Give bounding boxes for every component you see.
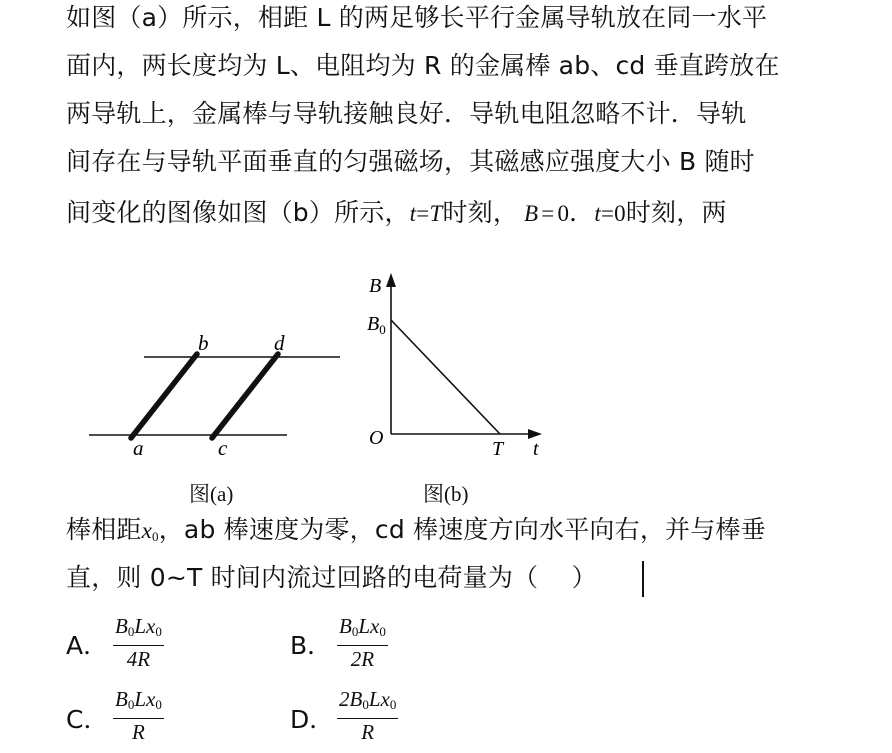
question-line-4: 间存在与导轨平面垂直的匀强磁场，其磁感应强度大小 B 随时 xyxy=(66,147,755,176)
label-c: c xyxy=(218,436,228,460)
num-sub: 0 xyxy=(389,697,397,712)
num-sub: 0 xyxy=(362,697,369,712)
num-B: B xyxy=(115,614,128,638)
math-zero: 0 xyxy=(614,201,626,226)
num-B: 2B xyxy=(339,687,363,711)
math-equals: = xyxy=(600,201,615,226)
question-line-3: 两导轨上，金属棒与导轨接触良好．导轨电阻忽略不计．导轨 xyxy=(66,99,747,128)
denominator: R xyxy=(361,720,375,744)
separator-dot: ． xyxy=(569,198,595,227)
num-B: B xyxy=(339,614,352,638)
math-t: t xyxy=(409,201,417,226)
question-line-6-text-2: ，ab 棒速度为零，cd 棒速度方向水平向右，并与棒垂 xyxy=(158,515,766,544)
figure-a xyxy=(89,331,340,460)
option-b-fraction[interactable] xyxy=(337,613,388,672)
caption-figure-b: 图(b) xyxy=(423,482,469,506)
num-Lx: Lx xyxy=(358,614,380,638)
rod-cd xyxy=(212,354,278,438)
denominator: 4R xyxy=(126,647,151,671)
question-line-5-text-2: 时刻， xyxy=(442,198,519,227)
question-line-2: 面内，两长度均为 L、电阻均为 R 的金属棒 ab、cd 垂直跨放在 xyxy=(66,51,780,80)
denominator: R xyxy=(132,720,145,744)
numerator xyxy=(113,686,164,719)
num-sub: 0 xyxy=(379,624,386,639)
math-B: B xyxy=(524,201,539,226)
num-Lx: Lx xyxy=(368,687,390,711)
math-x-sub: 0 xyxy=(152,529,159,544)
tick-label-B0 xyxy=(367,313,386,337)
tick-label-T: T xyxy=(492,438,504,460)
math-T: T xyxy=(429,201,443,226)
math-zero: 0 xyxy=(557,201,570,226)
denominator: 2R xyxy=(350,647,375,671)
origin-label: O xyxy=(369,427,384,449)
label-d: d xyxy=(274,331,285,355)
numerator xyxy=(113,613,164,646)
num-sub: 0 xyxy=(155,697,162,712)
numerator xyxy=(337,613,388,646)
option-d-letter[interactable]: D． xyxy=(290,705,335,734)
question-line-7: 直，则 0~T 时间内流过回路的电荷量为（ ） xyxy=(66,563,597,592)
math-x0 xyxy=(142,518,159,543)
tick-label-B0-main: B xyxy=(367,313,380,335)
option-b-letter[interactable]: B． xyxy=(290,631,333,660)
num-Lx: Lx xyxy=(134,614,156,638)
num-sub: 0 xyxy=(127,697,135,712)
b-line xyxy=(391,320,500,434)
option-a-letter[interactable]: A． xyxy=(66,631,109,660)
math-equals: = xyxy=(416,201,430,226)
question-line-6-text: 棒相距 xyxy=(66,515,142,544)
option-c-fraction[interactable] xyxy=(113,686,164,745)
tick-label-B0-sub: 0 xyxy=(379,322,386,337)
question-line-6 xyxy=(66,506,766,561)
text-cursor xyxy=(642,561,644,597)
option-a-fraction[interactable] xyxy=(113,613,164,672)
axis-label-B: B xyxy=(369,275,382,297)
option-d-fraction[interactable] xyxy=(337,686,398,745)
num-sub: 0 xyxy=(127,624,135,639)
num-sub: 0 xyxy=(351,624,359,639)
num-B: B xyxy=(115,687,128,711)
question-line-5-text: 间变化的图像如图（b）所示， xyxy=(66,198,410,227)
numerator xyxy=(337,686,398,719)
axis-label-t: t xyxy=(533,438,539,460)
num-sub: 0 xyxy=(155,624,162,639)
num-Lx: Lx xyxy=(134,687,156,711)
question-line-1: 如图（a）所示，相距 L 的两足够长平行金属导轨放在同一水平 xyxy=(66,3,768,32)
math-t: t xyxy=(594,201,601,226)
math-equals: = xyxy=(541,201,555,226)
label-a: a xyxy=(133,436,144,460)
math-x: x xyxy=(141,518,153,543)
question-line-5-text-3: 时刻，两 xyxy=(625,198,727,227)
figure-b xyxy=(367,273,542,460)
caption-figure-a: 图(a) xyxy=(189,482,234,506)
option-c-letter[interactable]: C． xyxy=(66,705,109,734)
label-b: b xyxy=(198,331,209,355)
y-axis-arrow-icon xyxy=(386,273,396,287)
rod-ab xyxy=(131,354,197,438)
